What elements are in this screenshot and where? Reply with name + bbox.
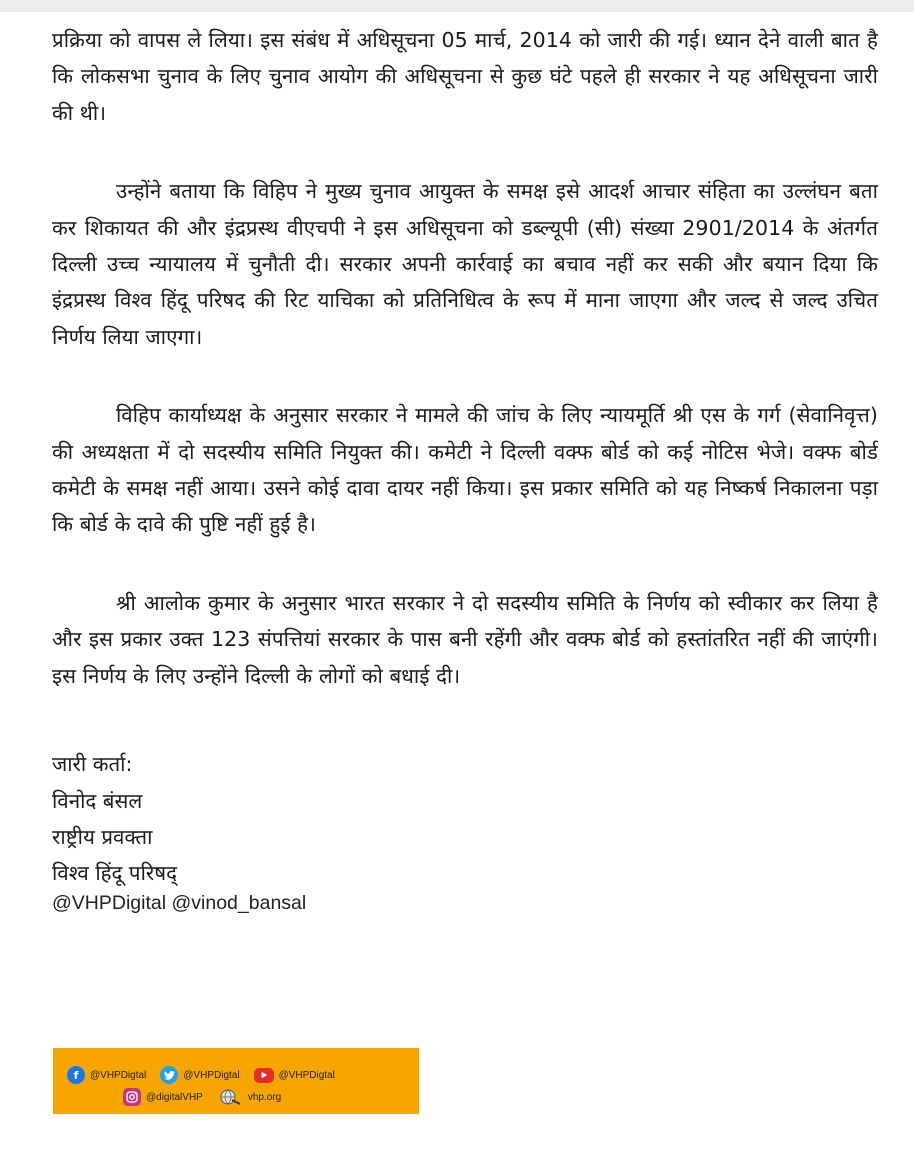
- twitter-link[interactable]: [160, 1066, 239, 1084]
- youtube-label: @VHPDigtal: [278, 1069, 335, 1081]
- website-label: vhp.org: [247, 1091, 282, 1103]
- document-body: [52, 22, 878, 914]
- facebook-label: @VHPDigtal: [90, 1069, 147, 1081]
- twitter-label: @VHPDigtal: [183, 1069, 240, 1081]
- paragraph-3: विहिप कार्याध्यक्ष के अनुसार सरकार ने मामले की जांच के लिए न्यायमूर्ति श्री एस के गर्ग (सेवानिवृत्त) की अध्यक्षता में दो सदस्यीय समिति नियुक्त की। कमेटी ने दिल्ली वक्फ बोर्ड को कई नोटिस भेजे। वक्फ बोर्ड कमेटी के समक्ष नहीं आया। उसने कोई दावा दायर नहीं किया। इस प्रकार समिति को यह निष्कर्ष निकालना पड़ा कि बोर्ड के दावे की पुष्टि नहीं हुई है।: [52, 403, 878, 537]
- instagram-link[interactable]: [123, 1088, 203, 1106]
- website-link[interactable]: [217, 1088, 281, 1106]
- instagram-label: @digitalVHP: [146, 1091, 203, 1103]
- signatory-role: राष्ट्रीय प्रवक्ता: [52, 824, 153, 849]
- twitter-icon: [160, 1066, 178, 1084]
- issued-by-label: जारी कर्ता:: [52, 752, 133, 777]
- facebook-link[interactable]: [67, 1066, 146, 1084]
- globe-icon: [217, 1088, 243, 1106]
- social-row-1: [67, 1066, 349, 1084]
- paragraph-2: उन्होंने बताया कि विहिप ने मुख्य चुनाव आयुक्त के समक्ष इसे आदर्श आचार संहिता का उल्लंघन बता कर शिकायत की और इंद्रप्रस्थ वीएचपी ने इस अधिसूचना को डब्ल्यूपी (सी) संख्या 2901/2014 के अंतर्गत दिल्ली उच्च न्यायालय में चुनौती दी। सरकार अपनी कार्रवाई का बचाव नहीं कर सकी और बयान दिया कि इंद्रप्रस्थ विश्व हिंदू परिषद की रिट याचिका को प्रतिनिधित्व के रूप में माना जाएगा और जल्द से जल्द उचित निर्णय लिया जाएगा।: [52, 179, 878, 349]
- signatory-org: विश्व हिंदू परिषद्: [52, 861, 178, 886]
- facebook-icon: f: [67, 1066, 85, 1084]
- youtube-icon: [254, 1068, 274, 1083]
- paragraph-1: प्रक्रिया को वापस ले लिया। इस संबंध में अधिसूचना 05 मार्च, 2014 को जारी की गई। ध्यान देने वाली बात है कि लोकसभा चुनाव के लिए चुनाव आयोग की अधिसूचना से कुछ घंटे पहले ही सरकार ने यह अधिसूचना जारी की थी।: [52, 28, 878, 125]
- social-media-banner: [53, 1048, 419, 1114]
- youtube-link[interactable]: [254, 1068, 335, 1083]
- social-row-2: [123, 1088, 295, 1106]
- signature-block: [52, 746, 878, 914]
- top-strip: [0, 0, 914, 12]
- signatory-name: विनोद बंसल: [52, 788, 143, 813]
- paragraph-4: श्री आलोक कुमार के अनुसार भारत सरकार ने दो सदस्यीय समिति के निर्णय को स्वीकार कर लिया है और इस प्रकार उक्त 123 संपत्तियां सरकार के पास बनी रहेंगी और वक्फ बोर्ड को हस्तांतरित नहीं की जाएंगी। इस निर्णय के लिए उन्होंने दिल्ली के लोगों को बधाई दी।: [52, 590, 878, 688]
- social-handles: @VHPDigital @vinod_bansal: [52, 891, 307, 914]
- instagram-icon: [123, 1088, 141, 1106]
